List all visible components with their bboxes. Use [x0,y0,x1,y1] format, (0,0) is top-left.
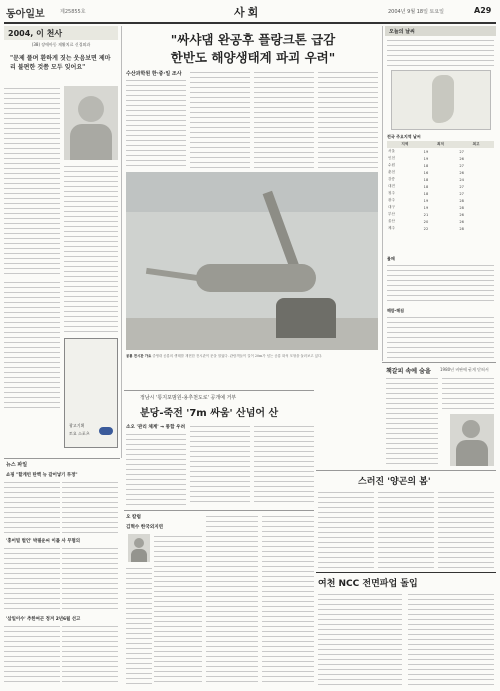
paper-name: 동아일보 [6,9,45,20]
ad-sublabel: 토요 스포츠 [69,431,90,436]
ad-box [64,338,118,448]
main-headline-2: 한반도 해양생태계 파괴 우려" [170,50,336,65]
column-body-d [126,566,152,686]
weather-row [387,176,494,183]
weather-panel [385,26,496,361]
news-brief-2-body-a [4,546,60,612]
weather-region: 대전 [388,184,395,188]
weather-region: 서울 [388,149,395,153]
issue-number: 제25855호 [60,9,86,15]
tide-table [387,263,494,303]
series-body-1 [4,86,60,276]
weather-title-text: 오늘의 날씨 [389,29,415,35]
column-rule [124,510,314,511]
series-quote: "문제 풀며 환하게 짓는 웃음보면 제마리 불편한 것쯤 모두 잊어요" [10,55,111,71]
feature1-body-a [386,376,438,466]
ad-logo-icon [99,427,113,435]
feature1-body-b [442,376,494,412]
masthead-rule [4,22,496,24]
weather-min: 19 [423,149,429,154]
news-brief-label: 뉴스 파일 [6,462,28,468]
column-title: 김혁수 한국외지연 [126,525,164,530]
series-body-3 [4,280,60,410]
person-body [70,124,112,160]
series-photo [64,86,118,160]
feature-top-rule [382,362,496,363]
news-brief-1-body-b [62,480,118,534]
weather-max: 28 [459,205,464,210]
weather-header-region: 지역 [401,142,409,146]
weather-region: 광주 [388,198,395,202]
weather-min: 20 [423,219,429,224]
visitors [276,298,336,338]
column-body-a [154,534,202,686]
weather-region: 대구 [388,205,395,209]
dinosaur-body [196,264,316,292]
weather-max: 26 [459,212,464,217]
news-brief-rule [4,458,120,459]
weather-max: 27 [459,149,464,154]
second-story-body-b [190,424,250,506]
weather-table [387,141,494,232]
weather-row [387,183,494,190]
columnist-body [131,549,147,562]
weather-region: 제주 [388,226,395,230]
main-story [124,26,380,386]
feature2-title: 스러진 '양곤의 봄' [358,477,431,487]
weather-min: 18 [423,163,429,168]
feature2-body-c [438,490,494,568]
weather-row [387,190,494,197]
weather-title [385,26,496,36]
issue-date: 2004년 9월 18일 토요일 [388,9,445,15]
series-sub: (38) 장애아동 재활치료 신경외과 [31,42,91,47]
weather-row [387,169,494,176]
dinosaur-photo [126,172,378,350]
series-body-2 [64,164,118,334]
weather-min: 19 [423,198,429,203]
feature2-body-b [378,490,434,568]
second-story-body-a [126,432,186,506]
bottom-right-body-b [408,592,494,686]
feature2-body-a [318,490,374,568]
feature1-sub: 1980년 비판에 굳게 닫혀서 [440,367,489,372]
main-headline-1: "싸샤댐 완공후 플랑크톤 급감 [170,32,336,47]
second-story-subhead: 소오 '관리 체계' → 통합 우려 [126,425,186,430]
ceiling-shade [126,172,378,212]
left-column [4,26,118,456]
weather-max: 28 [459,226,464,231]
news-brief-2-body-b [62,546,118,612]
weather-row [387,155,494,162]
news-brief-3-body-a [4,624,60,686]
weather-region: 수원 [388,163,395,167]
weather-region: 강릉 [388,177,395,181]
weather-min: 18 [423,191,429,196]
weather-row [387,197,494,204]
floor [126,318,378,350]
weather-row [387,204,494,211]
series-title-text: 2004, 이 천사 [8,29,63,38]
feature2-rule [316,470,496,471]
news-brief-3-title: '삼일이수' 추한여곤 정겨 2년6월 선고 [6,617,81,622]
series-title [4,26,118,40]
weather-header-min: 최저 [437,142,444,146]
second-story-kicker: 정남시 '통지포범원-용추천도로' 공개예 거부 [140,395,237,401]
page-number: A29 [474,6,492,15]
main-body-col-3 [254,70,314,168]
weather-table-title: 전국 주요지역 날씨 [387,134,421,139]
column-photo [128,534,150,562]
weather-region: 울산 [388,219,395,223]
weather-map [391,70,491,130]
weather-row [387,211,494,218]
right-divider [382,26,383,361]
feature1-photo [450,414,494,466]
weather-region: 청주 [388,191,395,195]
left-divider [121,26,122,458]
peninsula-shape [432,75,454,123]
weather-min: 19 [423,156,429,161]
news-brief-1-body-a [4,480,60,534]
weather-max: 28 [459,198,464,203]
news-brief-2-title: '홍어빌 벌언' 박필운씨 이틀 사 무혐의 [6,539,80,544]
feature1-title: 책갈피 속에 숨을 [386,368,431,375]
second-story-body-c [254,424,314,506]
columnist-head [134,538,144,548]
photo-caption-title: 공룡 전시관 가요 [126,354,152,358]
weather-header-row [387,141,494,148]
weather-max: 26 [459,170,464,175]
section-title: 사회 [234,6,262,19]
weather-row [387,225,494,232]
sun-table [387,315,494,359]
main-body-col-2 [190,70,250,168]
weather-max: 26 [459,156,464,161]
weather-max: 27 [459,191,464,196]
weather-min: 18 [423,184,429,189]
weather-min: 21 [423,212,429,217]
person-silhouette [78,96,104,122]
portrait-body [456,440,488,466]
column-body-c [262,514,314,686]
weather-header-max: 최고 [472,142,480,146]
weather-min: 19 [423,205,429,210]
bottom-right-rule [316,572,496,573]
weather-row [387,218,494,225]
second-story-rule [124,390,314,391]
weather-summary [387,38,494,66]
column-body-b [206,514,258,686]
news-brief-1-title: 쇼핑 "할게빈 탄핵 뉴 갈어넣기 투정" [6,473,78,478]
bottom-right-body-a [318,592,402,686]
weather-max: 24 [459,177,464,182]
main-subhead: 수산과학원 한·중·일 조사 [126,71,182,77]
photo-caption-body: 중생대 공룡의 생태를 재현한 전시관이 문을 열었다. 관람객들이 길이 20m가 넘는 공룡 화석 모형을 둘러보고 있다. [152,354,323,358]
weather-min: 18 [423,177,429,182]
weather-min: 22 [423,226,429,231]
second-story-headline: 분당-죽전 '7m 싸움' 산넘어 산 [140,408,279,419]
news-brief-3-body-b [62,624,118,686]
main-body-col-4 [318,70,378,168]
column-label: 오 칼럼 [126,515,141,520]
weather-region: 인천 [388,156,395,160]
weather-max: 27 [459,163,464,168]
weather-max: 27 [459,184,464,189]
weather-row [387,162,494,169]
portrait-head [462,420,480,438]
ad-label: 광고기획 [69,423,85,428]
weather-row [387,148,494,155]
bottom-right-headline: 여천 NCC 전면파업 돌입 [318,579,418,589]
weather-max: 26 [459,219,464,224]
weather-min: 16 [423,170,429,175]
weather-region: 부산 [388,212,395,216]
photo-caption [126,354,378,366]
sun-title: 해뜸·해짐 [387,308,404,313]
tide-title: 물때 [387,256,395,261]
weather-region: 춘천 [388,170,395,174]
main-body-col-1 [126,78,186,168]
